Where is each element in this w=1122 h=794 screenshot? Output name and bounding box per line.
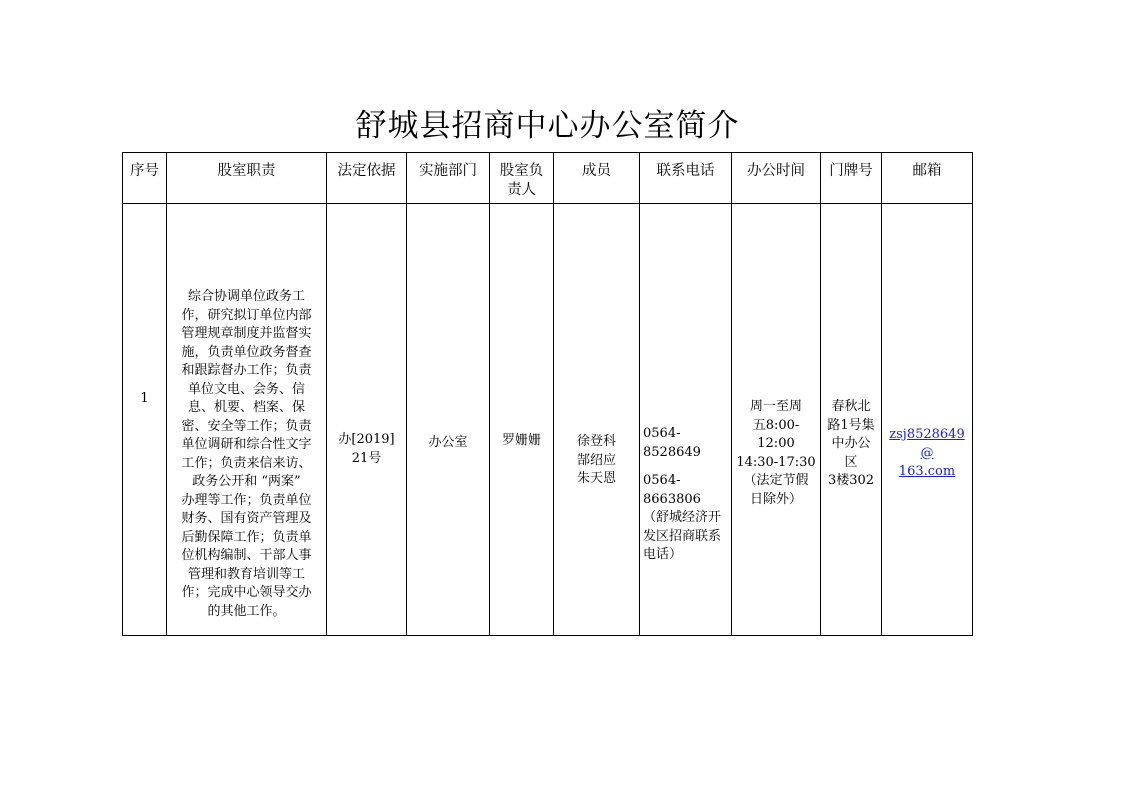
header-head-line2: 责人	[507, 182, 536, 198]
email-line[interactable]: 163.com	[898, 464, 956, 479]
duties-line: 后勤保障工作；负责单	[181, 529, 312, 545]
phone-value	[643, 204, 728, 565]
office-info-table	[122, 152, 973, 636]
duties-line: 的其他工作。	[207, 603, 286, 619]
members-value	[557, 204, 636, 489]
header-head-line1: 股室负	[499, 163, 544, 179]
cell-phone	[640, 204, 732, 636]
door-line: 3楼302	[827, 473, 875, 488]
cell-basis	[327, 204, 407, 636]
member-name: 徐登科	[576, 434, 616, 449]
duties-line: 作，研究拟订单位内部	[181, 307, 312, 323]
header-door: 门牌号	[821, 153, 882, 204]
duties-line: 政务公开和 “两案”	[192, 474, 301, 489]
duties-line: 单位调研和综合性文字	[181, 437, 312, 452]
cell-door	[821, 204, 882, 636]
header-hours: 办公时间	[732, 153, 821, 204]
phone-note: （舒城经济开	[643, 510, 722, 525]
door-value	[824, 204, 878, 491]
header-phone: 联系电话	[640, 153, 732, 204]
email-link[interactable]	[885, 204, 969, 482]
header-dept: 实施部门	[407, 153, 490, 204]
basis-value	[330, 204, 403, 468]
header-email: 邮箱	[882, 153, 973, 204]
duties-line: 密、安全等工作；负责	[181, 418, 312, 434]
cell-hours	[732, 204, 821, 636]
door-line: 中办公	[831, 436, 871, 451]
duties-text	[170, 204, 323, 621]
dept-value: 办公室	[428, 435, 468, 450]
phone-number-1: 0564-8528649	[643, 426, 701, 460]
duties-line: 财务、国有资产管理及	[181, 511, 312, 526]
door-line: 区	[844, 454, 858, 470]
duties-line: 作；完成中心领导交办	[181, 585, 312, 600]
cell-email	[882, 204, 973, 636]
duties-line: 和跟踪督办工作；负责	[181, 363, 312, 378]
email-line[interactable]: zsj8528649@	[889, 427, 965, 461]
basis-line2: 21号	[351, 450, 382, 466]
hours-line: 五8:00-	[752, 417, 800, 433]
hours-line: 12:00	[757, 436, 795, 451]
header-duties: 股室职责	[167, 153, 327, 204]
table-row	[123, 204, 973, 636]
duties-line: 施，负责单位政务督查	[181, 344, 312, 360]
door-line: 春秋北	[831, 399, 871, 414]
duties-line: 管理规章制度并监督实	[181, 326, 312, 341]
header-head	[490, 153, 554, 204]
phone-note: 发区招商联系	[643, 528, 722, 544]
header-members: 成员	[554, 153, 640, 204]
hours-line: （法定节假	[743, 473, 809, 488]
duties-line: 息、机要、档案、保	[187, 400, 305, 415]
hours-value	[735, 204, 817, 509]
page-title: 舒城县招商中心办公室简介	[355, 108, 740, 144]
phone-note: 电话）	[643, 547, 683, 562]
phone-number-2: 0564-8663806	[643, 473, 701, 507]
hours-line: 14:30-17:30	[736, 454, 816, 470]
table-header-row	[123, 153, 973, 204]
cell-seq	[123, 204, 167, 636]
duties-line: 位机构编制、干部人事	[181, 548, 312, 563]
cell-members	[554, 204, 640, 636]
duties-line: 办理等工作；负责单位	[181, 492, 312, 508]
head-value: 罗姗姗	[501, 433, 541, 448]
duties-line: 工作；负责来信来访、	[181, 455, 312, 471]
duties-line: 单位文电、会务、信	[187, 381, 305, 397]
member-name: 郜绍应	[576, 452, 616, 468]
door-line: 路1号集	[827, 417, 875, 433]
hours-line: 周一至周	[749, 399, 802, 414]
hours-line: 日除外）	[749, 491, 802, 507]
cell-head	[490, 204, 554, 636]
duties-line: 综合协调单位政务工	[187, 289, 305, 304]
header-seq: 序号	[123, 153, 167, 204]
duties-line: 管理和教育培训等工	[187, 566, 305, 582]
cell-dept	[407, 204, 490, 636]
basis-line1: 办[2019]	[338, 432, 395, 447]
member-name: 朱天恩	[576, 471, 616, 486]
cell-duties	[167, 204, 327, 636]
header-basis: 法定依据	[327, 153, 407, 204]
seq-value: 1	[140, 391, 149, 406]
